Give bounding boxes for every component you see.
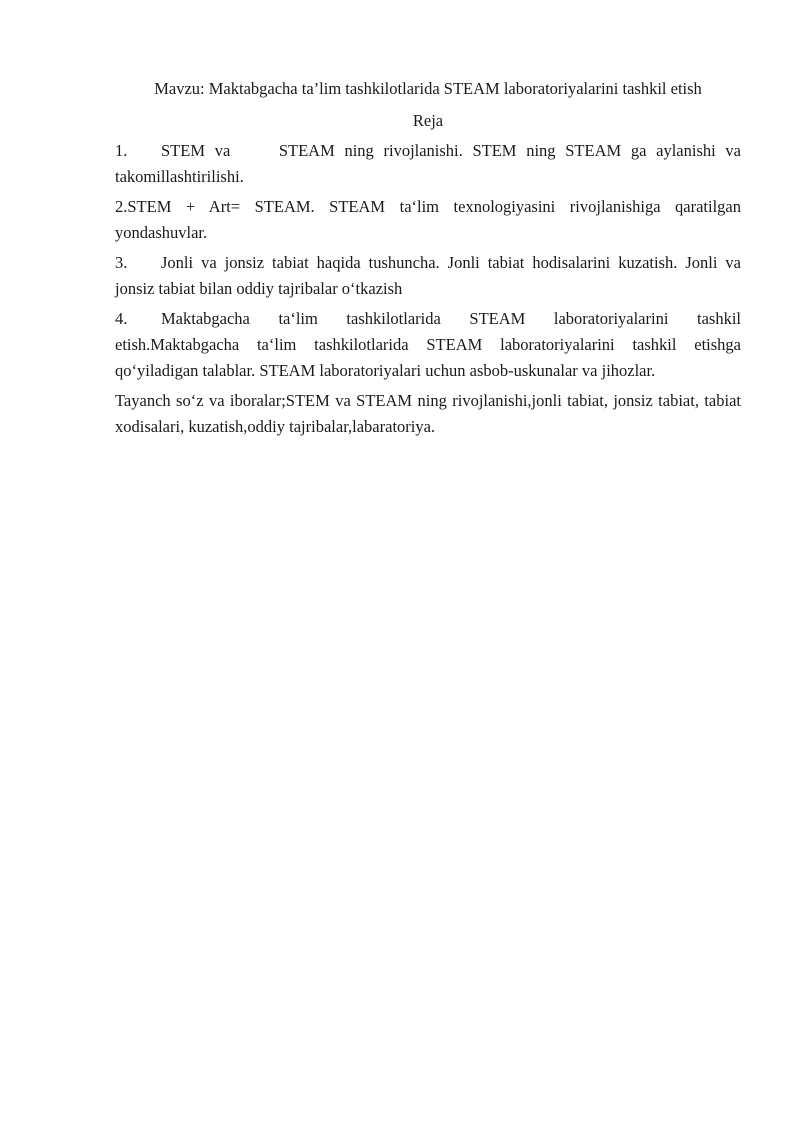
plan-item-text: Maktabgacha taʻlim tashkilotlarida STEAM laboratoriyalarini tashkil etish.Maktabgacha taʻlim tashkilotlarida STEAM laboratoriyalarini tashkil etishga qoʻyiladigan talablar. STEAM laboratoriyalari uchun asbob-uskunalar va jihozlar.: [115, 309, 741, 380]
plan-item-3: [115, 250, 741, 302]
plan-item-text: STEM va STEAM ning rivojlanishi. STEM ning STEAM ga aylanishi va takomillashtirilishi.: [115, 141, 746, 186]
document-page: [115, 76, 746, 440]
plan-item-number: 3.: [115, 253, 128, 272]
plan-item-number: 1.: [115, 141, 128, 160]
keywords-paragraph: Tayanch soʻz va iboralar;STEM va STEAM ning rivojlanishi,jonli tabiat, jonsiz tabiat, tabiat xodisalari, kuzatish,oddiy tajribalar,labaratoriya.: [115, 391, 741, 436]
page-subtitle: Reja: [412, 111, 444, 130]
plan-item-number: 2.: [115, 197, 128, 216]
plan-item-text: STEM + Art= STEAM. STEAM taʻlim texnologiyasini rivojlanishiga qaratilgan yondashuvlar.: [115, 197, 741, 242]
plan-item-text: Jonli va jonsiz tabiat haqida tushuncha. Jonli tabiat hodisalarini kuzatish. Jonli va jonsiz tabiat bilan oddiy tajribalar oʻtkazish: [115, 253, 741, 298]
plan-item-number: 4.: [115, 309, 128, 328]
plan-item-2: [115, 194, 741, 246]
page-title: Mavzu: Maktabgacha ta’lim tashkilotlarida STEAM laboratoriyalarini tashkil etish: [154, 79, 702, 98]
plan-item-4: [115, 306, 741, 384]
plan-item-1: [115, 138, 746, 190]
